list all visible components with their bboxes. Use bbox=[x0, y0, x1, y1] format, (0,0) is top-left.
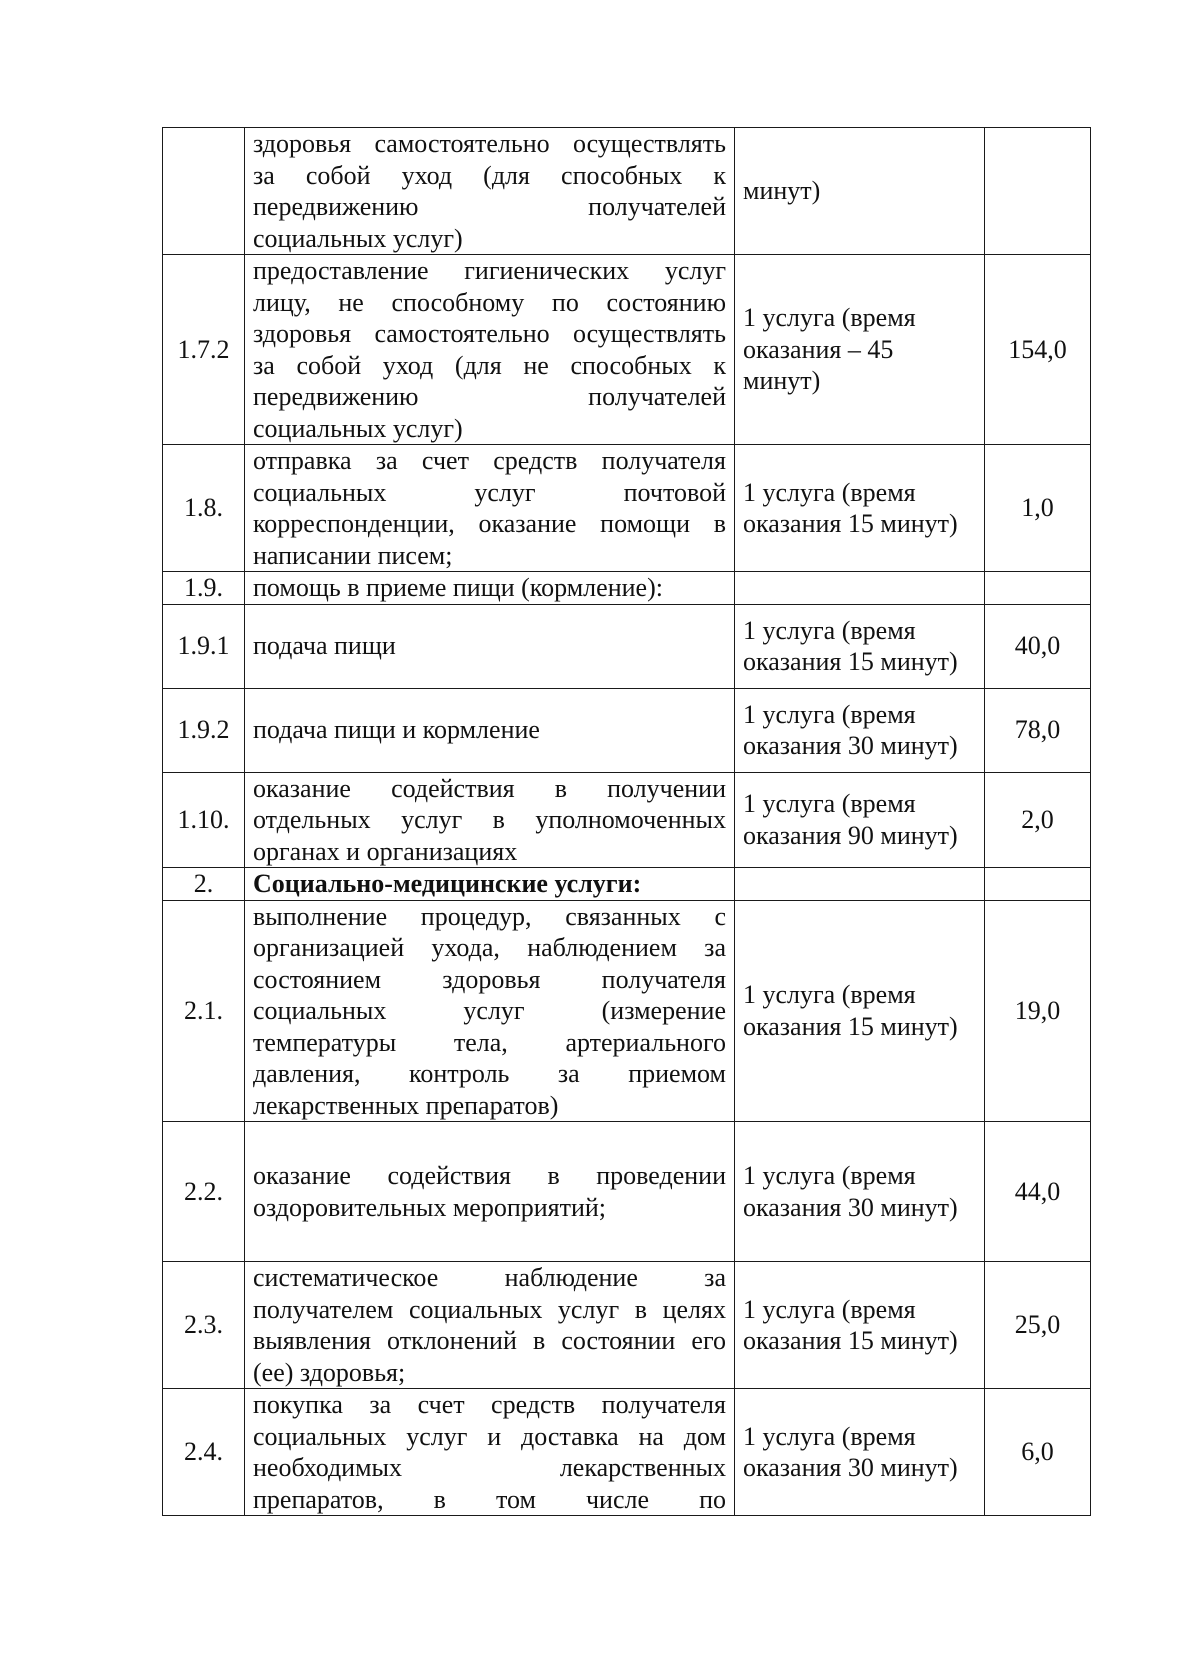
service-price: 78,0 bbox=[985, 688, 1091, 772]
table-row bbox=[163, 128, 1091, 255]
table-row bbox=[163, 1389, 1091, 1516]
description-line: систематическое наблюдение за bbox=[253, 1263, 726, 1292]
table-row bbox=[163, 772, 1091, 868]
service-description bbox=[245, 572, 735, 605]
description-line: покупка за счет средств получателя bbox=[253, 1390, 726, 1419]
unit-line: 1 услуга (время bbox=[743, 1421, 916, 1451]
service-unit bbox=[735, 1389, 985, 1516]
row-number: 2. bbox=[163, 868, 245, 901]
description-line: лекарственных препаратов) bbox=[253, 1090, 559, 1120]
services-table-body bbox=[163, 128, 1091, 1516]
service-price bbox=[985, 128, 1091, 255]
service-description bbox=[245, 1122, 735, 1262]
table-row bbox=[163, 688, 1091, 772]
description-line: препаратов, в том числе по bbox=[253, 1484, 726, 1514]
unit-line: 1 услуга (время bbox=[743, 615, 916, 645]
description-line: давления, контроль за приемом bbox=[253, 1059, 726, 1088]
description-line: написании писем; bbox=[253, 540, 453, 570]
table-row bbox=[163, 1122, 1091, 1262]
unit-line: минут) bbox=[743, 176, 821, 206]
service-price: 25,0 bbox=[985, 1262, 1091, 1389]
table-row bbox=[163, 900, 1091, 1122]
service-price: 2,0 bbox=[985, 772, 1091, 868]
service-description bbox=[245, 868, 735, 901]
unit-line: 1 услуга (время bbox=[743, 1294, 916, 1324]
service-unit bbox=[735, 688, 985, 772]
description-line: оказание содействия в получении bbox=[253, 773, 726, 803]
service-price bbox=[985, 868, 1091, 901]
unit-line: оказания 15 минут) bbox=[743, 647, 958, 676]
service-unit bbox=[735, 1262, 985, 1389]
description-line: социальных услуг (измерение bbox=[253, 996, 726, 1025]
row-number: 1.9.2 bbox=[163, 688, 245, 772]
row-number: 1.7.2 bbox=[163, 255, 245, 445]
row-number: 1.8. bbox=[163, 445, 245, 572]
unit-line: 1 услуга (время bbox=[743, 699, 916, 729]
description-line: выполнение процедур, связанных с bbox=[253, 901, 726, 931]
row-number: 2.2. bbox=[163, 1122, 245, 1262]
service-description bbox=[245, 1262, 735, 1389]
description-line: оказание содействия в проведении bbox=[253, 1161, 726, 1190]
service-price: 6,0 bbox=[985, 1389, 1091, 1516]
unit-line: 1 услуга (время bbox=[743, 477, 916, 507]
table-row bbox=[163, 445, 1091, 572]
description-line: за собой уход (для не способных к bbox=[253, 350, 726, 380]
description-line: выявления отклонений в состоянии его bbox=[253, 1326, 726, 1355]
description-line: подача пищи и кормление bbox=[253, 715, 540, 745]
description-line: органах и организациях bbox=[253, 836, 518, 866]
description-line: получателем социальных услуг в целях bbox=[253, 1294, 726, 1324]
unit-line: 1 услуга (время bbox=[743, 1161, 916, 1190]
service-price: 44,0 bbox=[985, 1122, 1091, 1262]
service-price: 1,0 bbox=[985, 445, 1091, 572]
unit-line: оказания 30 минут) bbox=[743, 731, 958, 760]
service-description bbox=[245, 1389, 735, 1516]
unit-line: оказания – 45 bbox=[743, 334, 894, 364]
service-unit bbox=[735, 445, 985, 572]
description-line: передвижению получателей bbox=[253, 192, 726, 221]
description-line: лицу, не способному по состоянию bbox=[253, 287, 726, 317]
description-line: за собой уход (для способных к bbox=[253, 160, 726, 190]
service-price: 40,0 bbox=[985, 604, 1091, 688]
description-line: (ее) здоровья; bbox=[253, 1357, 406, 1387]
row-number: 1.9. bbox=[163, 572, 245, 605]
description-line: отдельных услуг в уполномоченных bbox=[253, 805, 726, 834]
service-unit bbox=[735, 255, 985, 445]
description-line: социальных услуг) bbox=[253, 413, 463, 443]
description-line: организацией ухода, наблюдением за bbox=[253, 933, 726, 962]
description-line: оздоровительных мероприятий; bbox=[253, 1192, 607, 1222]
description-line: Социально-медицинские услуги: bbox=[253, 869, 642, 898]
unit-line: оказания 15 минут) bbox=[743, 1326, 958, 1355]
row-number: 1.10. bbox=[163, 772, 245, 868]
row-number: 2.1. bbox=[163, 900, 245, 1122]
service-description bbox=[245, 688, 735, 772]
service-unit bbox=[735, 128, 985, 255]
description-line: предоставление гигиенических услуг bbox=[253, 256, 726, 285]
unit-line: минут) bbox=[743, 366, 821, 396]
service-description bbox=[245, 128, 735, 255]
description-line: здоровья самостоятельно осуществлять bbox=[253, 129, 726, 158]
service-price: 19,0 bbox=[985, 900, 1091, 1122]
description-line: социальных услуг почтовой bbox=[253, 477, 726, 507]
description-line: температуры тела, артериального bbox=[253, 1027, 726, 1057]
service-unit bbox=[735, 772, 985, 868]
services-table bbox=[162, 127, 1091, 1516]
service-unit bbox=[735, 868, 985, 901]
unit-line: 1 услуга (время bbox=[743, 980, 916, 1010]
service-unit bbox=[735, 572, 985, 605]
description-line: корреспонденции, оказание помощи в bbox=[253, 509, 726, 538]
description-line: состоянием здоровья получателя bbox=[253, 964, 726, 994]
description-line: отправка за счет средств получателя bbox=[253, 446, 726, 475]
service-unit bbox=[735, 604, 985, 688]
description-line: социальных услуг) bbox=[253, 223, 463, 253]
table-row bbox=[163, 604, 1091, 688]
table-row bbox=[163, 1262, 1091, 1389]
row-number bbox=[163, 128, 245, 255]
service-description bbox=[245, 445, 735, 572]
table-row bbox=[163, 255, 1091, 445]
table-row bbox=[163, 572, 1091, 605]
row-number: 2.3. bbox=[163, 1262, 245, 1389]
row-number: 1.9.1 bbox=[163, 604, 245, 688]
service-price: 154,0 bbox=[985, 255, 1091, 445]
unit-line: оказания 90 минут) bbox=[743, 820, 958, 850]
unit-line: оказания 15 минут) bbox=[743, 1011, 958, 1041]
unit-line: оказания 30 минут) bbox=[743, 1192, 958, 1222]
service-description bbox=[245, 604, 735, 688]
description-line: помощь в приеме пищи (кормление): bbox=[253, 573, 663, 602]
service-price bbox=[985, 572, 1091, 605]
service-description bbox=[245, 900, 735, 1122]
row-number: 2.4. bbox=[163, 1389, 245, 1516]
unit-line: 1 услуга (время bbox=[743, 789, 916, 819]
description-line: здоровья самостоятельно осуществлять bbox=[253, 319, 726, 348]
unit-line: оказания 15 минут) bbox=[743, 509, 958, 538]
unit-line: 1 услуга (время bbox=[743, 303, 916, 333]
description-line: необходимых лекарственных bbox=[253, 1453, 726, 1482]
service-description bbox=[245, 255, 735, 445]
service-unit bbox=[735, 900, 985, 1122]
description-line: подача пищи bbox=[253, 631, 396, 661]
description-line: социальных услуг и доставка на дом bbox=[253, 1421, 726, 1451]
table-row bbox=[163, 868, 1091, 901]
unit-line: оказания 30 минут) bbox=[743, 1453, 958, 1482]
description-line: передвижению получателей bbox=[253, 382, 726, 411]
service-description bbox=[245, 772, 735, 868]
service-unit bbox=[735, 1122, 985, 1262]
